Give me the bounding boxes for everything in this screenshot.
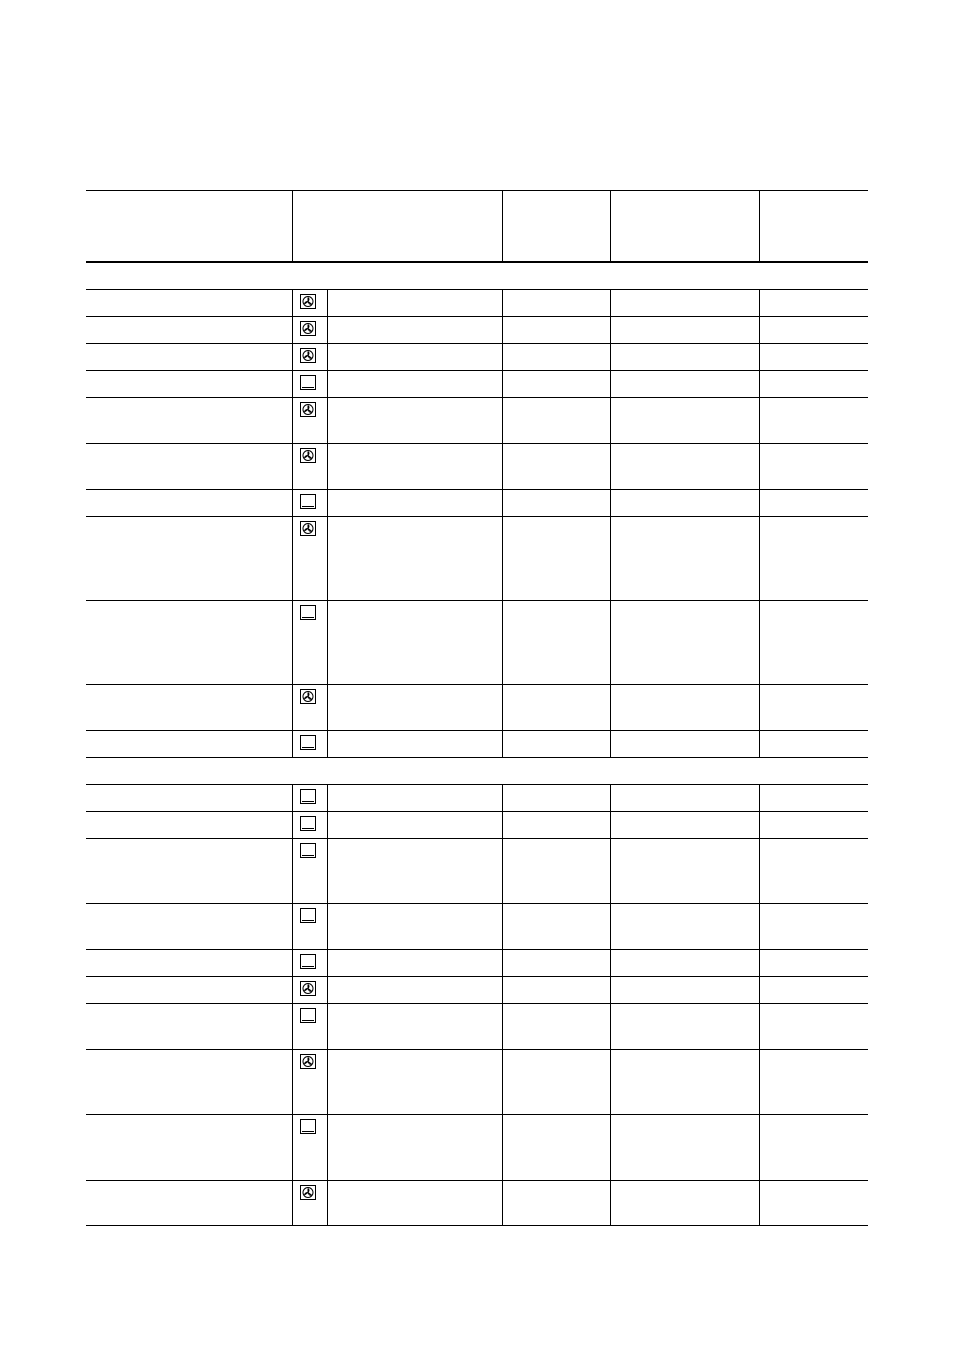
- column-divider: [502, 1180, 503, 1225]
- column-divider: [610, 684, 611, 730]
- conventional-oven-icon: [300, 1008, 316, 1023]
- column-divider: [502, 289, 503, 316]
- column-divider: [292, 489, 293, 516]
- column-divider: [502, 516, 503, 600]
- column-divider: [759, 1180, 760, 1225]
- row-rule: [86, 949, 868, 950]
- icon-column-divider: [327, 976, 328, 1003]
- column-divider: [759, 516, 760, 600]
- column-divider: [610, 949, 611, 976]
- column-divider: [502, 976, 503, 1003]
- column-divider: [292, 370, 293, 397]
- column-divider: [502, 489, 503, 516]
- conventional-oven-icon: [300, 375, 316, 390]
- row-rule: [86, 443, 868, 444]
- header-column-divider: [759, 190, 760, 261]
- column-divider: [759, 684, 760, 730]
- row-rule: [86, 489, 868, 490]
- fan-oven-icon: [300, 402, 316, 417]
- fan-oven-icon: [300, 689, 316, 704]
- column-divider: [292, 1003, 293, 1049]
- row-rule: [86, 730, 868, 731]
- fan-oven-icon: [300, 348, 316, 363]
- column-divider: [759, 976, 760, 1003]
- row-rule: [86, 516, 868, 517]
- fan-oven-icon: [300, 294, 316, 309]
- conventional-oven-icon: [300, 1119, 316, 1134]
- column-divider: [610, 516, 611, 600]
- column-divider: [292, 343, 293, 370]
- row-rule: [86, 757, 868, 758]
- row-rule: [86, 976, 868, 977]
- column-divider: [610, 489, 611, 516]
- column-divider: [292, 289, 293, 316]
- column-divider: [759, 600, 760, 684]
- column-divider: [759, 838, 760, 903]
- fan-oven-icon: [300, 521, 316, 536]
- column-divider: [292, 316, 293, 343]
- column-divider: [292, 903, 293, 949]
- column-divider: [610, 784, 611, 811]
- row-rule: [86, 343, 868, 344]
- column-divider: [610, 1114, 611, 1180]
- column-divider: [610, 811, 611, 838]
- row-rule: [86, 1225, 868, 1226]
- column-divider: [292, 976, 293, 1003]
- column-divider: [759, 489, 760, 516]
- column-divider: [759, 370, 760, 397]
- column-divider: [292, 949, 293, 976]
- column-divider: [759, 730, 760, 757]
- column-divider: [759, 784, 760, 811]
- column-divider: [292, 684, 293, 730]
- conventional-oven-icon: [300, 954, 316, 969]
- fan-oven-icon: [300, 1054, 316, 1069]
- icon-column-divider: [327, 1003, 328, 1049]
- column-divider: [292, 1049, 293, 1114]
- row-rule: [86, 370, 868, 371]
- conventional-oven-icon: [300, 735, 316, 750]
- fan-oven-icon: [300, 321, 316, 336]
- column-divider: [292, 1180, 293, 1225]
- header-column-divider: [610, 190, 611, 261]
- icon-column-divider: [327, 838, 328, 903]
- section-label-rule: [86, 289, 868, 290]
- column-divider: [502, 949, 503, 976]
- icon-column-divider: [327, 600, 328, 684]
- column-divider: [502, 730, 503, 757]
- column-divider: [610, 600, 611, 684]
- column-divider: [759, 1003, 760, 1049]
- row-rule: [86, 397, 868, 398]
- icon-column-divider: [327, 397, 328, 443]
- row-rule: [86, 838, 868, 839]
- column-divider: [502, 1114, 503, 1180]
- column-divider: [610, 1049, 611, 1114]
- column-divider: [759, 343, 760, 370]
- icon-column-divider: [327, 784, 328, 811]
- column-divider: [292, 516, 293, 600]
- column-divider: [292, 397, 293, 443]
- icon-column-divider: [327, 949, 328, 976]
- column-divider: [610, 370, 611, 397]
- column-divider: [759, 1049, 760, 1114]
- icon-column-divider: [327, 811, 328, 838]
- column-divider: [502, 1003, 503, 1049]
- column-divider: [610, 343, 611, 370]
- icon-column-divider: [327, 903, 328, 949]
- column-divider: [502, 343, 503, 370]
- table-top-rule: [86, 190, 868, 191]
- header-column-divider: [502, 190, 503, 261]
- column-divider: [292, 784, 293, 811]
- column-divider: [292, 600, 293, 684]
- column-divider: [759, 811, 760, 838]
- column-divider: [759, 397, 760, 443]
- row-rule: [86, 316, 868, 317]
- section-label-rule: [86, 784, 868, 785]
- row-rule: [86, 1049, 868, 1050]
- icon-column-divider: [327, 1049, 328, 1114]
- column-divider: [610, 397, 611, 443]
- column-divider: [610, 289, 611, 316]
- column-divider: [292, 838, 293, 903]
- column-divider: [502, 370, 503, 397]
- fan-oven-icon: [300, 981, 316, 996]
- column-divider: [759, 949, 760, 976]
- column-divider: [292, 1114, 293, 1180]
- icon-column-divider: [327, 1114, 328, 1180]
- icon-column-divider: [327, 730, 328, 757]
- row-rule: [86, 903, 868, 904]
- row-rule: [86, 600, 868, 601]
- row-rule: [86, 684, 868, 685]
- conventional-oven-icon: [300, 494, 316, 509]
- icon-column-divider: [327, 343, 328, 370]
- column-divider: [502, 1049, 503, 1114]
- fan-oven-icon: [300, 1185, 316, 1200]
- column-divider: [502, 811, 503, 838]
- icon-column-divider: [327, 516, 328, 600]
- column-divider: [502, 684, 503, 730]
- row-rule: [86, 1180, 868, 1181]
- column-divider: [759, 903, 760, 949]
- column-divider: [502, 397, 503, 443]
- column-divider: [502, 838, 503, 903]
- conventional-oven-icon: [300, 789, 316, 804]
- conventional-oven-icon: [300, 816, 316, 831]
- icon-column-divider: [327, 316, 328, 343]
- column-divider: [610, 730, 611, 757]
- row-rule: [86, 1114, 868, 1115]
- column-divider: [610, 976, 611, 1003]
- row-rule: [86, 811, 868, 812]
- header-bottom-rule: [86, 261, 868, 263]
- column-divider: [502, 903, 503, 949]
- fan-oven-icon: [300, 448, 316, 463]
- column-divider: [502, 316, 503, 343]
- column-divider: [610, 316, 611, 343]
- column-divider: [292, 811, 293, 838]
- column-divider: [292, 443, 293, 489]
- column-divider: [759, 443, 760, 489]
- column-divider: [610, 1180, 611, 1225]
- column-divider: [610, 443, 611, 489]
- conventional-oven-icon: [300, 843, 316, 858]
- column-divider: [759, 1114, 760, 1180]
- row-rule: [86, 1003, 868, 1004]
- column-divider: [610, 838, 611, 903]
- icon-column-divider: [327, 289, 328, 316]
- column-divider: [610, 903, 611, 949]
- column-divider: [759, 316, 760, 343]
- conventional-oven-icon: [300, 605, 316, 620]
- icon-column-divider: [327, 370, 328, 397]
- column-divider: [502, 443, 503, 489]
- icon-column-divider: [327, 443, 328, 489]
- column-divider: [610, 1003, 611, 1049]
- icon-column-divider: [327, 684, 328, 730]
- column-divider: [292, 730, 293, 757]
- column-divider: [502, 600, 503, 684]
- column-divider: [502, 784, 503, 811]
- icon-column-divider: [327, 489, 328, 516]
- header-column-divider: [292, 190, 293, 261]
- conventional-oven-icon: [300, 908, 316, 923]
- column-divider: [759, 289, 760, 316]
- icon-column-divider: [327, 1180, 328, 1225]
